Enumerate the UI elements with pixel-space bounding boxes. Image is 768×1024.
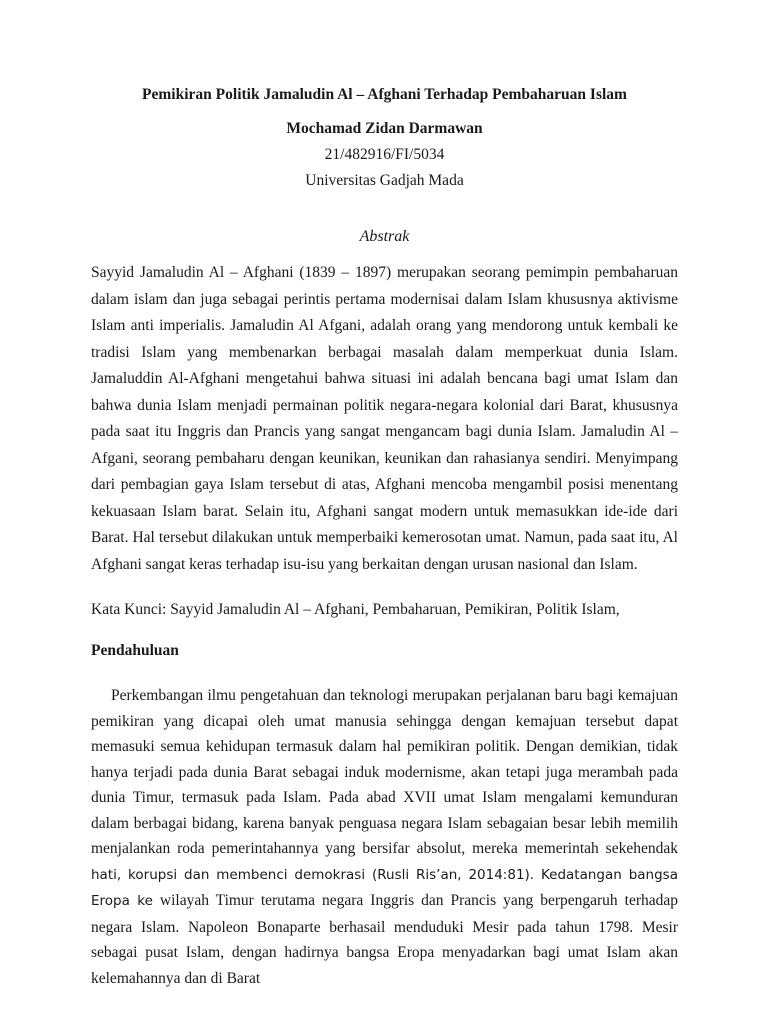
paper-title: Pemikiran Politik Jamaludin Al – Afghani Terhadap Pembaharuan Islam [142,86,627,103]
intro-paragraph [91,683,678,991]
intro-text-part1: Perkembangan ilmu pengetahuan dan teknologi merupakan perjalanan baru bagi kemajuan pemikiran yang dicapai oleh umat manusia sehingga dengan kemajuan tersebut dapat memasuki semua kehidupan termasuk dalam hal pemikiran politik. Dengan demikian, tidak hanya terjadi pada dunia Barat sebagai induk modernisme, akan tetapi juga merambah pada dunia Timur, termasuk pada Islam. Pada abad XVII umat Islam mengalami kemunduran dalam berbagai bidang, karena banyak penguasa negara Islam sebagaian besar lebih memilih menjalankan roda pemerintahannya yang bersifar absolut, mereka memerintah sekehendak [91,687,678,857]
institution: Universitas Gadjah Mada [305,172,464,189]
keywords: Kata Kunci: Sayyid Jamaludin Al – Afghani, Pembaharuan, Pemikiran, Politik Islam, [91,601,620,618]
intro-citation-text: hati, korupsi dan membenci demokrasi (Rusli Ris’an, 2014:81). Kedatangan bangsa Eropa ke [91,866,678,909]
section-heading-pendahuluan: Pendahuluan [91,642,179,659]
intro-text-part2: wilayah Timur terutama negara Inggris dan Prancis yang berpengaruh terhadap negara Islam. Napoleon Bonaparte berhasail menduduki Mesir pada tahun 1798. Mesir sebagai pusat Islam, dengan hadirnya bangsa Eropa menyadarkan bagi umat Islam akan kelemahannya dan di Barat [91,892,678,987]
author-name: Mochamad Zidan Darmawan [286,120,483,137]
abstract-text: Sayyid Jamaludin Al – Afghani (1839 – 1897) merupakan seorang pemimpin pembaharuan dalam islam dan juga sebagai perintis pertama modernisai dalam Islam khususnya aktivisme Islam anti imperialis. Jamaludin Al Afgani, adalah orang yang mendorong untuk kembali ke tradisi Islam yang membenarkan berbagai masalah dalam memperkuat dunia Islam. Jamaluddin Al-Afghani mengetahui bahwa situasi ini adalah bencana bagi umat Islam dan bahwa dunia Islam menjadi permainan politik negara-negara kolonial dari Barat, khususnya pada saat itu Inggris dan Prancis yang sangat mengancam bagi dunia Islam. Jamaludin Al – Afgani, seorang pembaharu dengan keunikan, keunikan dan rahasianya sendiri. Menyimpang dari pembagian gaya Islam tersebut di atas, Afghani mencoba mengambil posisi menentang kekuasaan Islam barat. Selain itu, Afghani sangat modern untuk memasukkan ide-ide dari Barat. Hal tersebut dilakukan untuk memperbaiki kemerosotan umat. Namun, pada saat itu, Al Afghani sangat keras terhadap isu-isu yang berkaitan dengan urusan nasional dan Islam. [91,264,678,573]
abstract-heading: Abstrak [359,228,410,245]
student-id: 21/482916/FI/5034 [324,146,445,163]
